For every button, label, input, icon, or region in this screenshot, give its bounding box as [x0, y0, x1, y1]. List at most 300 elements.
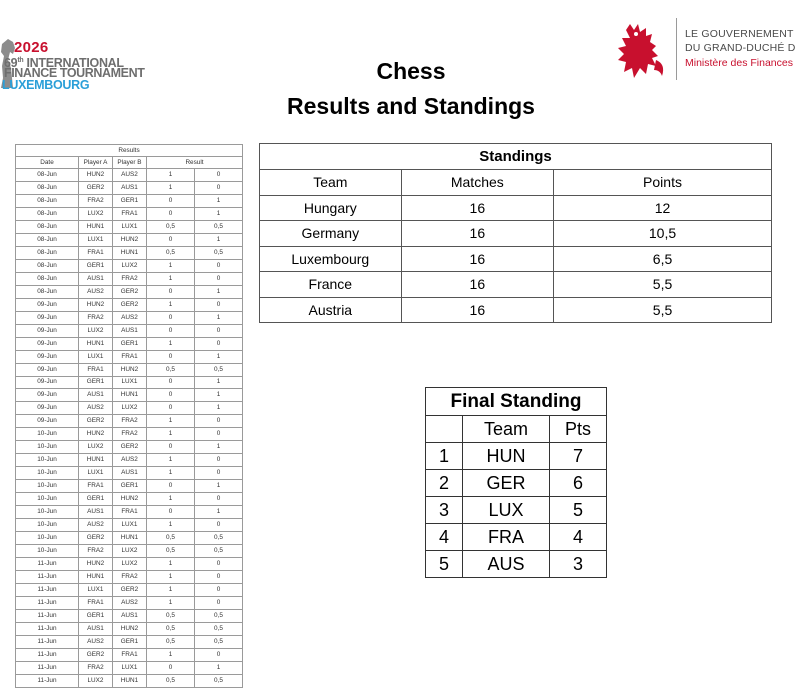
result-score-a: 1 [147, 298, 195, 311]
result-date: 11-Jun [16, 674, 79, 687]
standings-table [259, 143, 772, 323]
result-player-b: LUX1 [113, 376, 147, 389]
result-player-a: HUN2 [79, 298, 113, 311]
final-standing-table [425, 387, 607, 578]
result-score-a: 1 [147, 558, 195, 571]
final-standing-title: Final Standing [426, 388, 607, 416]
gov-line-1: LE GOUVERNEMENT [685, 28, 794, 40]
page-subtitle: Results and Standings [287, 93, 535, 119]
table-row [16, 674, 243, 687]
table-row [426, 443, 607, 470]
result-score-a: 0 [147, 350, 195, 363]
result-score-b: 0 [195, 596, 243, 609]
table-row [16, 194, 243, 207]
result-score-a: 0 [147, 389, 195, 402]
result-date: 11-Jun [16, 661, 79, 674]
result-score-a: 1 [147, 584, 195, 597]
result-player-a: HUN1 [79, 220, 113, 233]
standings-header-team: Team [260, 170, 402, 196]
result-player-b: FRA1 [113, 207, 147, 220]
result-player-b: AUS2 [113, 454, 147, 467]
standings-body [260, 195, 772, 323]
result-player-a: GER2 [79, 181, 113, 194]
result-player-a: LUX1 [79, 233, 113, 246]
result-player-a: LUX1 [79, 350, 113, 363]
results-body [16, 169, 243, 688]
result-player-b: HUN1 [113, 246, 147, 259]
table-row [16, 454, 243, 467]
result-score-a: 0 [147, 207, 195, 220]
standing-team: Germany [260, 221, 402, 247]
result-date: 11-Jun [16, 635, 79, 648]
table-row [16, 635, 243, 648]
result-date: 10-Jun [16, 480, 79, 493]
result-player-a: FRA2 [79, 545, 113, 558]
result-player-b: LUX2 [113, 545, 147, 558]
table-row [16, 181, 243, 194]
result-score-b: 0 [195, 428, 243, 441]
result-date: 09-Jun [16, 376, 79, 389]
result-score-b: 0,5 [195, 545, 243, 558]
result-score-a: 1 [147, 169, 195, 182]
table-row [16, 298, 243, 311]
standing-points: 12 [554, 195, 772, 221]
standing-points: 10,5 [554, 221, 772, 247]
result-score-b: 0,5 [195, 363, 243, 376]
result-score-b: 0 [195, 337, 243, 350]
standing-matches: 16 [401, 221, 553, 247]
table-row [16, 493, 243, 506]
result-score-a: 1 [147, 596, 195, 609]
result-player-b: GER1 [113, 480, 147, 493]
final-rank: 5 [426, 551, 463, 578]
result-player-a: AUS2 [79, 402, 113, 415]
result-player-a: GER1 [79, 376, 113, 389]
table-row [16, 246, 243, 259]
result-score-a: 1 [147, 259, 195, 272]
result-player-b: GER2 [113, 285, 147, 298]
results-header-player-a: Player A [79, 157, 113, 169]
result-date: 08-Jun [16, 194, 79, 207]
tournament-year: 2026 [14, 39, 49, 56]
result-player-a: GER2 [79, 415, 113, 428]
result-score-a: 1 [147, 519, 195, 532]
result-date: 09-Jun [16, 402, 79, 415]
standing-points: 5,5 [554, 272, 772, 298]
result-score-a: 0 [147, 506, 195, 519]
final-points: 7 [550, 443, 607, 470]
result-player-a: AUS1 [79, 506, 113, 519]
result-date: 10-Jun [16, 454, 79, 467]
table-row [16, 363, 243, 376]
result-player-a: AUS1 [79, 272, 113, 285]
result-score-a: 0,5 [147, 532, 195, 545]
result-score-b: 0 [195, 324, 243, 337]
result-score-b: 1 [195, 376, 243, 389]
result-player-a: GER1 [79, 259, 113, 272]
result-score-a: 0 [147, 194, 195, 207]
table-row [16, 272, 243, 285]
result-score-b: 1 [195, 480, 243, 493]
result-player-b: HUN1 [113, 532, 147, 545]
result-score-a: 1 [147, 337, 195, 350]
table-row [16, 532, 243, 545]
result-score-a: 0 [147, 233, 195, 246]
result-date: 08-Jun [16, 272, 79, 285]
result-player-b: LUX1 [113, 220, 147, 233]
table-row [16, 428, 243, 441]
result-player-b: LUX2 [113, 402, 147, 415]
result-score-a: 1 [147, 272, 195, 285]
result-player-a: FRA2 [79, 661, 113, 674]
final-header-pts: Pts [550, 416, 607, 443]
tournament-edition: 69th INTERNATIONAL [4, 56, 124, 70]
final-team: AUS [463, 551, 550, 578]
result-date: 08-Jun [16, 220, 79, 233]
result-date: 10-Jun [16, 506, 79, 519]
result-score-b: 0 [195, 298, 243, 311]
final-rank: 3 [426, 497, 463, 524]
result-score-a: 1 [147, 181, 195, 194]
final-points: 3 [550, 551, 607, 578]
result-score-a: 0 [147, 285, 195, 298]
table-row [16, 609, 243, 622]
result-player-a: FRA1 [79, 596, 113, 609]
results-header-player-b: Player B [113, 157, 147, 169]
result-score-a: 1 [147, 454, 195, 467]
result-date: 09-Jun [16, 298, 79, 311]
table-row [426, 497, 607, 524]
result-player-a: HUN2 [79, 428, 113, 441]
results-header-date: Date [16, 157, 79, 169]
table-row [16, 402, 243, 415]
result-date: 08-Jun [16, 169, 79, 182]
standing-matches: 16 [401, 246, 553, 272]
table-row [16, 519, 243, 532]
table-row [16, 350, 243, 363]
table-row [426, 551, 607, 578]
result-player-b: HUN1 [113, 674, 147, 687]
result-date: 11-Jun [16, 648, 79, 661]
result-player-b: AUS2 [113, 169, 147, 182]
result-date: 10-Jun [16, 493, 79, 506]
final-header-rank [426, 416, 463, 443]
result-player-a: FRA2 [79, 311, 113, 324]
result-player-a: GER1 [79, 609, 113, 622]
table-row [16, 596, 243, 609]
result-player-b: GER1 [113, 337, 147, 350]
results-table [15, 144, 243, 688]
result-player-b: AUS1 [113, 609, 147, 622]
result-player-b: HUN2 [113, 363, 147, 376]
result-score-a: 0,5 [147, 635, 195, 648]
table-row [16, 169, 243, 182]
result-player-b: GER1 [113, 194, 147, 207]
page-title: Chess [376, 58, 446, 84]
gov-line-2: DU GRAND-DUCHÉ D [685, 42, 796, 54]
table-row [16, 622, 243, 635]
final-points: 5 [550, 497, 607, 524]
result-player-b: LUX1 [113, 661, 147, 674]
standing-team: Luxembourg [260, 246, 402, 272]
table-row [260, 297, 772, 323]
result-score-a: 1 [147, 571, 195, 584]
table-row [426, 470, 607, 497]
result-score-b: 0 [195, 493, 243, 506]
table-row [16, 233, 243, 246]
result-player-b: AUS1 [113, 324, 147, 337]
result-player-a: LUX1 [79, 467, 113, 480]
result-date: 08-Jun [16, 259, 79, 272]
result-player-b: HUN2 [113, 622, 147, 635]
result-date: 11-Jun [16, 596, 79, 609]
result-score-a: 1 [147, 415, 195, 428]
result-score-a: 1 [147, 493, 195, 506]
result-player-b: FRA1 [113, 506, 147, 519]
table-row [16, 389, 243, 402]
result-player-b: GER2 [113, 441, 147, 454]
tournament-logo [0, 38, 145, 92]
result-player-a: LUX2 [79, 324, 113, 337]
result-score-a: 1 [147, 648, 195, 661]
result-player-b: FRA1 [113, 350, 147, 363]
red-lion-icon [616, 20, 668, 82]
result-score-a: 1 [147, 467, 195, 480]
result-date: 10-Jun [16, 467, 79, 480]
table-row [16, 376, 243, 389]
result-score-b: 1 [195, 207, 243, 220]
result-score-b: 0 [195, 272, 243, 285]
result-score-b: 1 [195, 194, 243, 207]
result-score-b: 0,5 [195, 635, 243, 648]
table-row [16, 558, 243, 571]
result-player-b: LUX1 [113, 519, 147, 532]
final-points: 4 [550, 524, 607, 551]
result-player-a: HUN1 [79, 454, 113, 467]
table-row [260, 221, 772, 247]
final-rank: 2 [426, 470, 463, 497]
result-date: 08-Jun [16, 246, 79, 259]
result-score-b: 0 [195, 558, 243, 571]
result-player-b: LUX2 [113, 558, 147, 571]
result-score-a: 0,5 [147, 622, 195, 635]
tournament-country: LUXEMBOURG [2, 78, 90, 92]
result-date: 09-Jun [16, 415, 79, 428]
result-player-b: GER2 [113, 584, 147, 597]
table-row [16, 259, 243, 272]
result-date: 10-Jun [16, 519, 79, 532]
results-header-result: Result [147, 157, 243, 169]
result-score-a: 0 [147, 376, 195, 389]
table-row [16, 584, 243, 597]
result-score-a: 0 [147, 661, 195, 674]
final-body [426, 443, 607, 578]
result-player-a: HUN2 [79, 558, 113, 571]
table-row [260, 195, 772, 221]
table-row [16, 571, 243, 584]
result-player-b: FRA1 [113, 648, 147, 661]
result-date: 11-Jun [16, 609, 79, 622]
table-row [16, 661, 243, 674]
result-date: 10-Jun [16, 545, 79, 558]
result-score-b: 0,5 [195, 532, 243, 545]
final-team: GER [463, 470, 550, 497]
result-score-a: 0 [147, 441, 195, 454]
results-title: Results [16, 145, 243, 157]
result-score-b: 1 [195, 233, 243, 246]
result-player-b: FRA2 [113, 272, 147, 285]
result-score-a: 0,5 [147, 545, 195, 558]
table-row [16, 506, 243, 519]
result-player-b: LUX2 [113, 259, 147, 272]
result-player-b: HUN2 [113, 493, 147, 506]
result-player-a: AUS1 [79, 622, 113, 635]
government-logo [614, 16, 800, 86]
result-player-a: HUN1 [79, 571, 113, 584]
result-score-b: 0 [195, 415, 243, 428]
result-date: 11-Jun [16, 622, 79, 635]
result-score-b: 1 [195, 350, 243, 363]
result-player-a: GER1 [79, 493, 113, 506]
result-date: 10-Jun [16, 428, 79, 441]
result-player-a: LUX1 [79, 584, 113, 597]
result-score-a: 1 [147, 428, 195, 441]
result-player-a: LUX2 [79, 441, 113, 454]
result-score-a: 0,5 [147, 609, 195, 622]
result-score-a: 0,5 [147, 674, 195, 687]
final-rank: 1 [426, 443, 463, 470]
result-score-b: 0 [195, 169, 243, 182]
result-date: 09-Jun [16, 311, 79, 324]
result-player-b: FRA2 [113, 415, 147, 428]
final-header-team: Team [463, 416, 550, 443]
table-row [16, 220, 243, 233]
table-row [16, 415, 243, 428]
result-player-a: FRA1 [79, 480, 113, 493]
result-player-a: FRA1 [79, 363, 113, 376]
result-date: 08-Jun [16, 207, 79, 220]
result-player-a: HUN1 [79, 337, 113, 350]
result-player-a: HUN2 [79, 169, 113, 182]
result-score-b: 1 [195, 285, 243, 298]
result-date: 09-Jun [16, 324, 79, 337]
result-date: 09-Jun [16, 350, 79, 363]
result-player-a: FRA2 [79, 194, 113, 207]
tournament-name: FINANCE TOURNAMENT [4, 66, 145, 80]
standing-matches: 16 [401, 195, 553, 221]
table-row [16, 337, 243, 350]
result-score-b: 0 [195, 584, 243, 597]
result-score-b: 0 [195, 181, 243, 194]
result-score-b: 1 [195, 389, 243, 402]
table-row [16, 441, 243, 454]
result-player-b: GER2 [113, 298, 147, 311]
result-score-b: 1 [195, 402, 243, 415]
table-row [16, 545, 243, 558]
result-score-b: 1 [195, 441, 243, 454]
standing-team: Hungary [260, 195, 402, 221]
result-player-b: HUN2 [113, 233, 147, 246]
result-player-a: GER2 [79, 532, 113, 545]
result-date: 09-Jun [16, 389, 79, 402]
table-row [260, 246, 772, 272]
result-player-a: AUS2 [79, 519, 113, 532]
result-date: 08-Jun [16, 181, 79, 194]
result-score-a: 0 [147, 402, 195, 415]
result-date: 09-Jun [16, 337, 79, 350]
result-score-b: 1 [195, 661, 243, 674]
logo-separator [676, 18, 677, 80]
table-row [16, 207, 243, 220]
result-score-a: 0 [147, 480, 195, 493]
result-player-b: AUS1 [113, 181, 147, 194]
table-row [16, 480, 243, 493]
table-row [16, 311, 243, 324]
table-row [16, 467, 243, 480]
final-rank: 4 [426, 524, 463, 551]
final-team: LUX [463, 497, 550, 524]
standings-header-points: Points [554, 170, 772, 196]
result-score-a: 0,5 [147, 363, 195, 376]
result-player-a: FRA1 [79, 246, 113, 259]
table-row [426, 524, 607, 551]
result-date: 11-Jun [16, 571, 79, 584]
result-score-b: 0,5 [195, 674, 243, 687]
table-row [16, 324, 243, 337]
standings-header-matches: Matches [401, 170, 553, 196]
standing-team: France [260, 272, 402, 298]
result-player-b: GER1 [113, 635, 147, 648]
ministry-name: Ministère des Finances [685, 57, 793, 69]
result-player-a: GER2 [79, 648, 113, 661]
result-date: 08-Jun [16, 233, 79, 246]
table-row [260, 272, 772, 298]
result-score-a: 0 [147, 324, 195, 337]
result-score-b: 1 [195, 506, 243, 519]
result-player-a: AUS2 [79, 635, 113, 648]
standing-team: Austria [260, 297, 402, 323]
result-score-b: 1 [195, 311, 243, 324]
result-score-b: 0,5 [195, 246, 243, 259]
table-row [16, 648, 243, 661]
standing-matches: 16 [401, 297, 553, 323]
result-score-b: 0 [195, 648, 243, 661]
result-player-a: AUS2 [79, 285, 113, 298]
result-player-b: FRA2 [113, 428, 147, 441]
result-player-b: FRA2 [113, 571, 147, 584]
standings-title: Standings [260, 144, 772, 170]
standing-points: 6,5 [554, 246, 772, 272]
table-row [16, 285, 243, 298]
result-date: 10-Jun [16, 532, 79, 545]
result-player-b: HUN1 [113, 389, 147, 402]
result-player-b: AUS1 [113, 467, 147, 480]
result-player-a: AUS1 [79, 389, 113, 402]
result-score-b: 0,5 [195, 220, 243, 233]
standing-matches: 16 [401, 272, 553, 298]
result-player-a: LUX2 [79, 207, 113, 220]
result-player-b: AUS2 [113, 311, 147, 324]
result-date: 11-Jun [16, 584, 79, 597]
final-team: FRA [463, 524, 550, 551]
result-player-b: AUS2 [113, 596, 147, 609]
result-score-b: 0 [195, 467, 243, 480]
standing-points: 5,5 [554, 297, 772, 323]
result-score-b: 0 [195, 454, 243, 467]
result-score-b: 0 [195, 571, 243, 584]
result-score-a: 0,5 [147, 220, 195, 233]
final-team: HUN [463, 443, 550, 470]
